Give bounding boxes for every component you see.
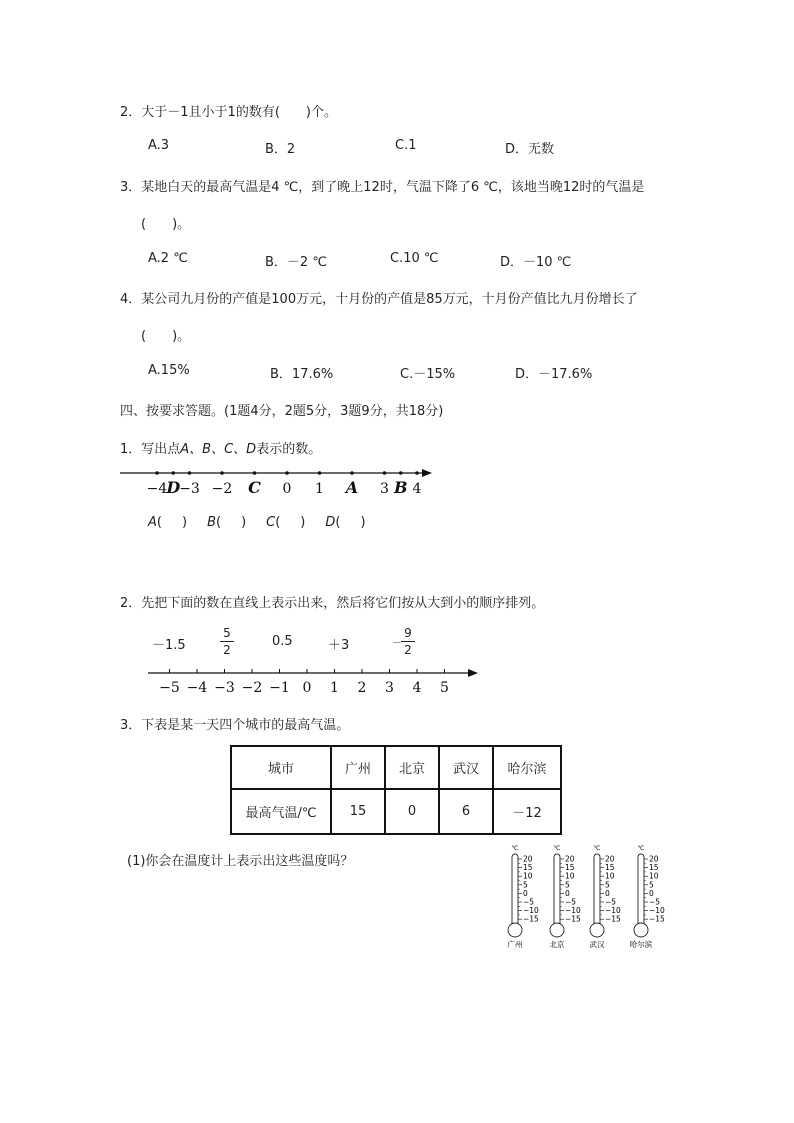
table-header-cell: 武汉 bbox=[439, 746, 493, 789]
tick-mark bbox=[318, 471, 322, 475]
thermometer bbox=[629, 842, 673, 954]
s4q2-number-line bbox=[0, 662, 794, 702]
scale-label: −15 bbox=[605, 914, 621, 924]
answer-b: B( ) bbox=[207, 515, 247, 530]
tick-mark bbox=[220, 471, 224, 475]
table-cell: 15 bbox=[331, 789, 385, 834]
thermometer-tube bbox=[594, 854, 600, 926]
thermometer-bulb bbox=[590, 923, 604, 937]
q2-question: 2．大于－1且小于1的数有( )个。 bbox=[120, 105, 337, 120]
scale-label: 5 bbox=[649, 880, 654, 890]
tick-label: 1 bbox=[315, 481, 324, 497]
thermometer-bulb bbox=[550, 923, 564, 937]
scale-label: 0 bbox=[649, 888, 654, 898]
temperature-table bbox=[230, 745, 562, 835]
s4q1-answers bbox=[148, 515, 366, 530]
scale-label: 15 bbox=[523, 863, 533, 873]
scale-label: −5 bbox=[523, 897, 535, 907]
thermometer-unit: ℃ bbox=[637, 845, 645, 852]
thermometer-bulb bbox=[634, 923, 648, 937]
number-neg-1-5: －1.5 bbox=[152, 638, 186, 653]
tick-mark bbox=[399, 471, 403, 475]
scale-label: 20 bbox=[605, 854, 615, 864]
scale-label: −15 bbox=[565, 914, 581, 924]
q4-option-b: B．17.6% bbox=[270, 367, 334, 382]
table-header-city: 城市 bbox=[231, 746, 331, 789]
thermometer bbox=[549, 842, 589, 954]
q2-option-c: C.1 bbox=[395, 138, 417, 153]
thermometer-city-label: 广州 bbox=[507, 940, 523, 949]
number-line-arrow bbox=[468, 669, 478, 677]
q4-question: 4．某公司九月份的产值是100万元，十月份的产值是85万元，十月份产值比九月份增长了 bbox=[120, 292, 638, 307]
thermometer-bulb bbox=[508, 923, 522, 937]
scale-label: 10 bbox=[565, 871, 575, 881]
scale-label: 10 bbox=[649, 871, 659, 881]
scale-label: 5 bbox=[605, 880, 610, 890]
thermometer-city-label: 哈尔滨 bbox=[629, 940, 653, 949]
q3-option-c: C.10 ℃ bbox=[390, 251, 439, 266]
tick-mark bbox=[285, 471, 289, 475]
point-label: C bbox=[248, 478, 261, 497]
table-cell: 6 bbox=[439, 789, 493, 834]
tick-label: 3 bbox=[385, 680, 394, 696]
scale-label: 0 bbox=[523, 888, 528, 898]
answer-d: D( ) bbox=[325, 515, 366, 530]
q4-option-d: D．－17.6% bbox=[515, 367, 593, 382]
table-row bbox=[231, 746, 561, 789]
table-cell: －12 bbox=[493, 789, 561, 834]
table-cell: 0 bbox=[385, 789, 439, 834]
scale-label: 15 bbox=[605, 863, 615, 873]
s4q3-question: 3．下表是某一天四个城市的最高气温。 bbox=[120, 718, 350, 733]
thermometer-tube bbox=[512, 854, 518, 926]
tick-label: 0 bbox=[302, 680, 312, 696]
tick-mark bbox=[383, 471, 387, 475]
tick-label: −5 bbox=[159, 680, 180, 696]
scale-label: 20 bbox=[649, 854, 659, 864]
q3-continuation: ( )。 bbox=[141, 217, 191, 232]
scale-label: 10 bbox=[605, 871, 615, 881]
thermometer-tube bbox=[638, 854, 644, 926]
thermometer bbox=[589, 842, 629, 954]
number-pos-3: ＋3 bbox=[328, 638, 350, 653]
s4q1-number-line bbox=[0, 462, 794, 502]
q3-option-d: D．－10 ℃ bbox=[500, 255, 572, 270]
scale-label: 5 bbox=[565, 880, 570, 890]
q4-option-a: A.15% bbox=[148, 363, 190, 378]
q3-question: 3．某地白天的最高气温是4 ℃，到了晚上12时，气温下降了6 ℃，该地当晚12时的气温是 bbox=[120, 180, 645, 195]
s4q3-sub1: (1)你会在温度计上表示出这些温度吗？ bbox=[127, 854, 354, 869]
scale-label: 15 bbox=[649, 863, 659, 873]
tick-label: 4 bbox=[412, 680, 422, 696]
tick-mark bbox=[253, 471, 257, 475]
thermometer-unit: ℃ bbox=[593, 845, 601, 852]
tick-label: −4 bbox=[186, 680, 208, 696]
thermometer-unit: ℃ bbox=[511, 845, 519, 852]
tick-label: −3 bbox=[214, 680, 235, 696]
tick-label: 2 bbox=[357, 680, 367, 696]
scale-label: −5 bbox=[605, 897, 617, 907]
s4q2-question: 2．先把下面的数在直线上表示出来，然后将它们按从大到小的顺序排列。 bbox=[120, 596, 545, 611]
scale-label: −10 bbox=[565, 906, 581, 916]
tick-label: 0 bbox=[282, 481, 292, 497]
tick-label: 4 bbox=[412, 481, 422, 497]
tick-label: −1 bbox=[269, 680, 290, 696]
scale-label: 20 bbox=[565, 854, 575, 864]
tick-mark bbox=[350, 471, 354, 475]
tick-label: −4 bbox=[146, 481, 168, 497]
table-header-cell: 北京 bbox=[385, 746, 439, 789]
table-header-cell: 哈尔滨 bbox=[493, 746, 561, 789]
q2-option-d: D．无数 bbox=[505, 142, 555, 157]
scale-label: −15 bbox=[523, 914, 539, 924]
point-label: B bbox=[393, 478, 408, 497]
q4-continuation: ( )。 bbox=[141, 329, 191, 344]
table-row bbox=[231, 789, 561, 834]
tick-label: −2 bbox=[211, 481, 233, 497]
point-label: D bbox=[166, 478, 181, 497]
number-0-5: 0.5 bbox=[272, 634, 293, 649]
tick-label: −2 bbox=[241, 680, 263, 696]
answer-a: A( ) bbox=[148, 515, 188, 530]
section-title: 四、按要求答题。(1题4分，2题5分，3题9分，共18分) bbox=[120, 404, 444, 419]
tick-label: 5 bbox=[440, 680, 449, 696]
s4q1-question bbox=[120, 438, 321, 457]
tick-label: 1 bbox=[330, 680, 339, 696]
s4q1-suffix: 表示的数。 bbox=[256, 442, 322, 457]
scale-label: 5 bbox=[523, 880, 528, 890]
scale-label: 20 bbox=[523, 854, 533, 864]
scale-label: 0 bbox=[605, 888, 610, 898]
fraction-5-2: 5 2 bbox=[220, 626, 234, 657]
tick-mark bbox=[171, 471, 175, 475]
thermometer-city-label: 武汉 bbox=[589, 940, 605, 949]
scale-label: 15 bbox=[565, 863, 575, 873]
scale-label: −10 bbox=[523, 906, 539, 916]
scale-label: −10 bbox=[649, 906, 665, 916]
tick-label: −3 bbox=[179, 481, 200, 497]
q4-option-c: C.－15% bbox=[400, 367, 456, 382]
scale-label: 0 bbox=[565, 888, 570, 898]
q2-option-a: A.3 bbox=[148, 138, 170, 153]
table-header-cell: 广州 bbox=[331, 746, 385, 789]
tick-label: 3 bbox=[380, 481, 389, 497]
point-label: A bbox=[345, 478, 359, 497]
s4q1-prefix: 1．写出点 bbox=[120, 442, 181, 457]
scale-label: −5 bbox=[649, 897, 661, 907]
tick-mark bbox=[415, 471, 419, 475]
thermometer-tube bbox=[554, 854, 560, 926]
thermometer bbox=[507, 842, 547, 954]
scale-label: −15 bbox=[649, 914, 665, 924]
tick-mark bbox=[188, 471, 192, 475]
q3-option-a: A.2 ℃ bbox=[148, 251, 188, 266]
q3-option-b: B．－2 ℃ bbox=[265, 255, 327, 270]
number-line-arrow bbox=[422, 469, 432, 477]
q2-option-b: B．2 bbox=[265, 142, 296, 157]
thermometer-unit: ℃ bbox=[553, 845, 561, 852]
scale-label: −10 bbox=[605, 906, 621, 916]
tick-mark bbox=[155, 471, 159, 475]
scale-label: −5 bbox=[565, 897, 577, 907]
table-cell: 最高气温/℃ bbox=[231, 789, 331, 834]
answer-c: C( ) bbox=[266, 515, 306, 530]
thermometer-city-label: 北京 bbox=[549, 940, 565, 949]
s4q1-points: A、B、C、D bbox=[180, 442, 257, 457]
scale-label: 10 bbox=[523, 871, 533, 881]
